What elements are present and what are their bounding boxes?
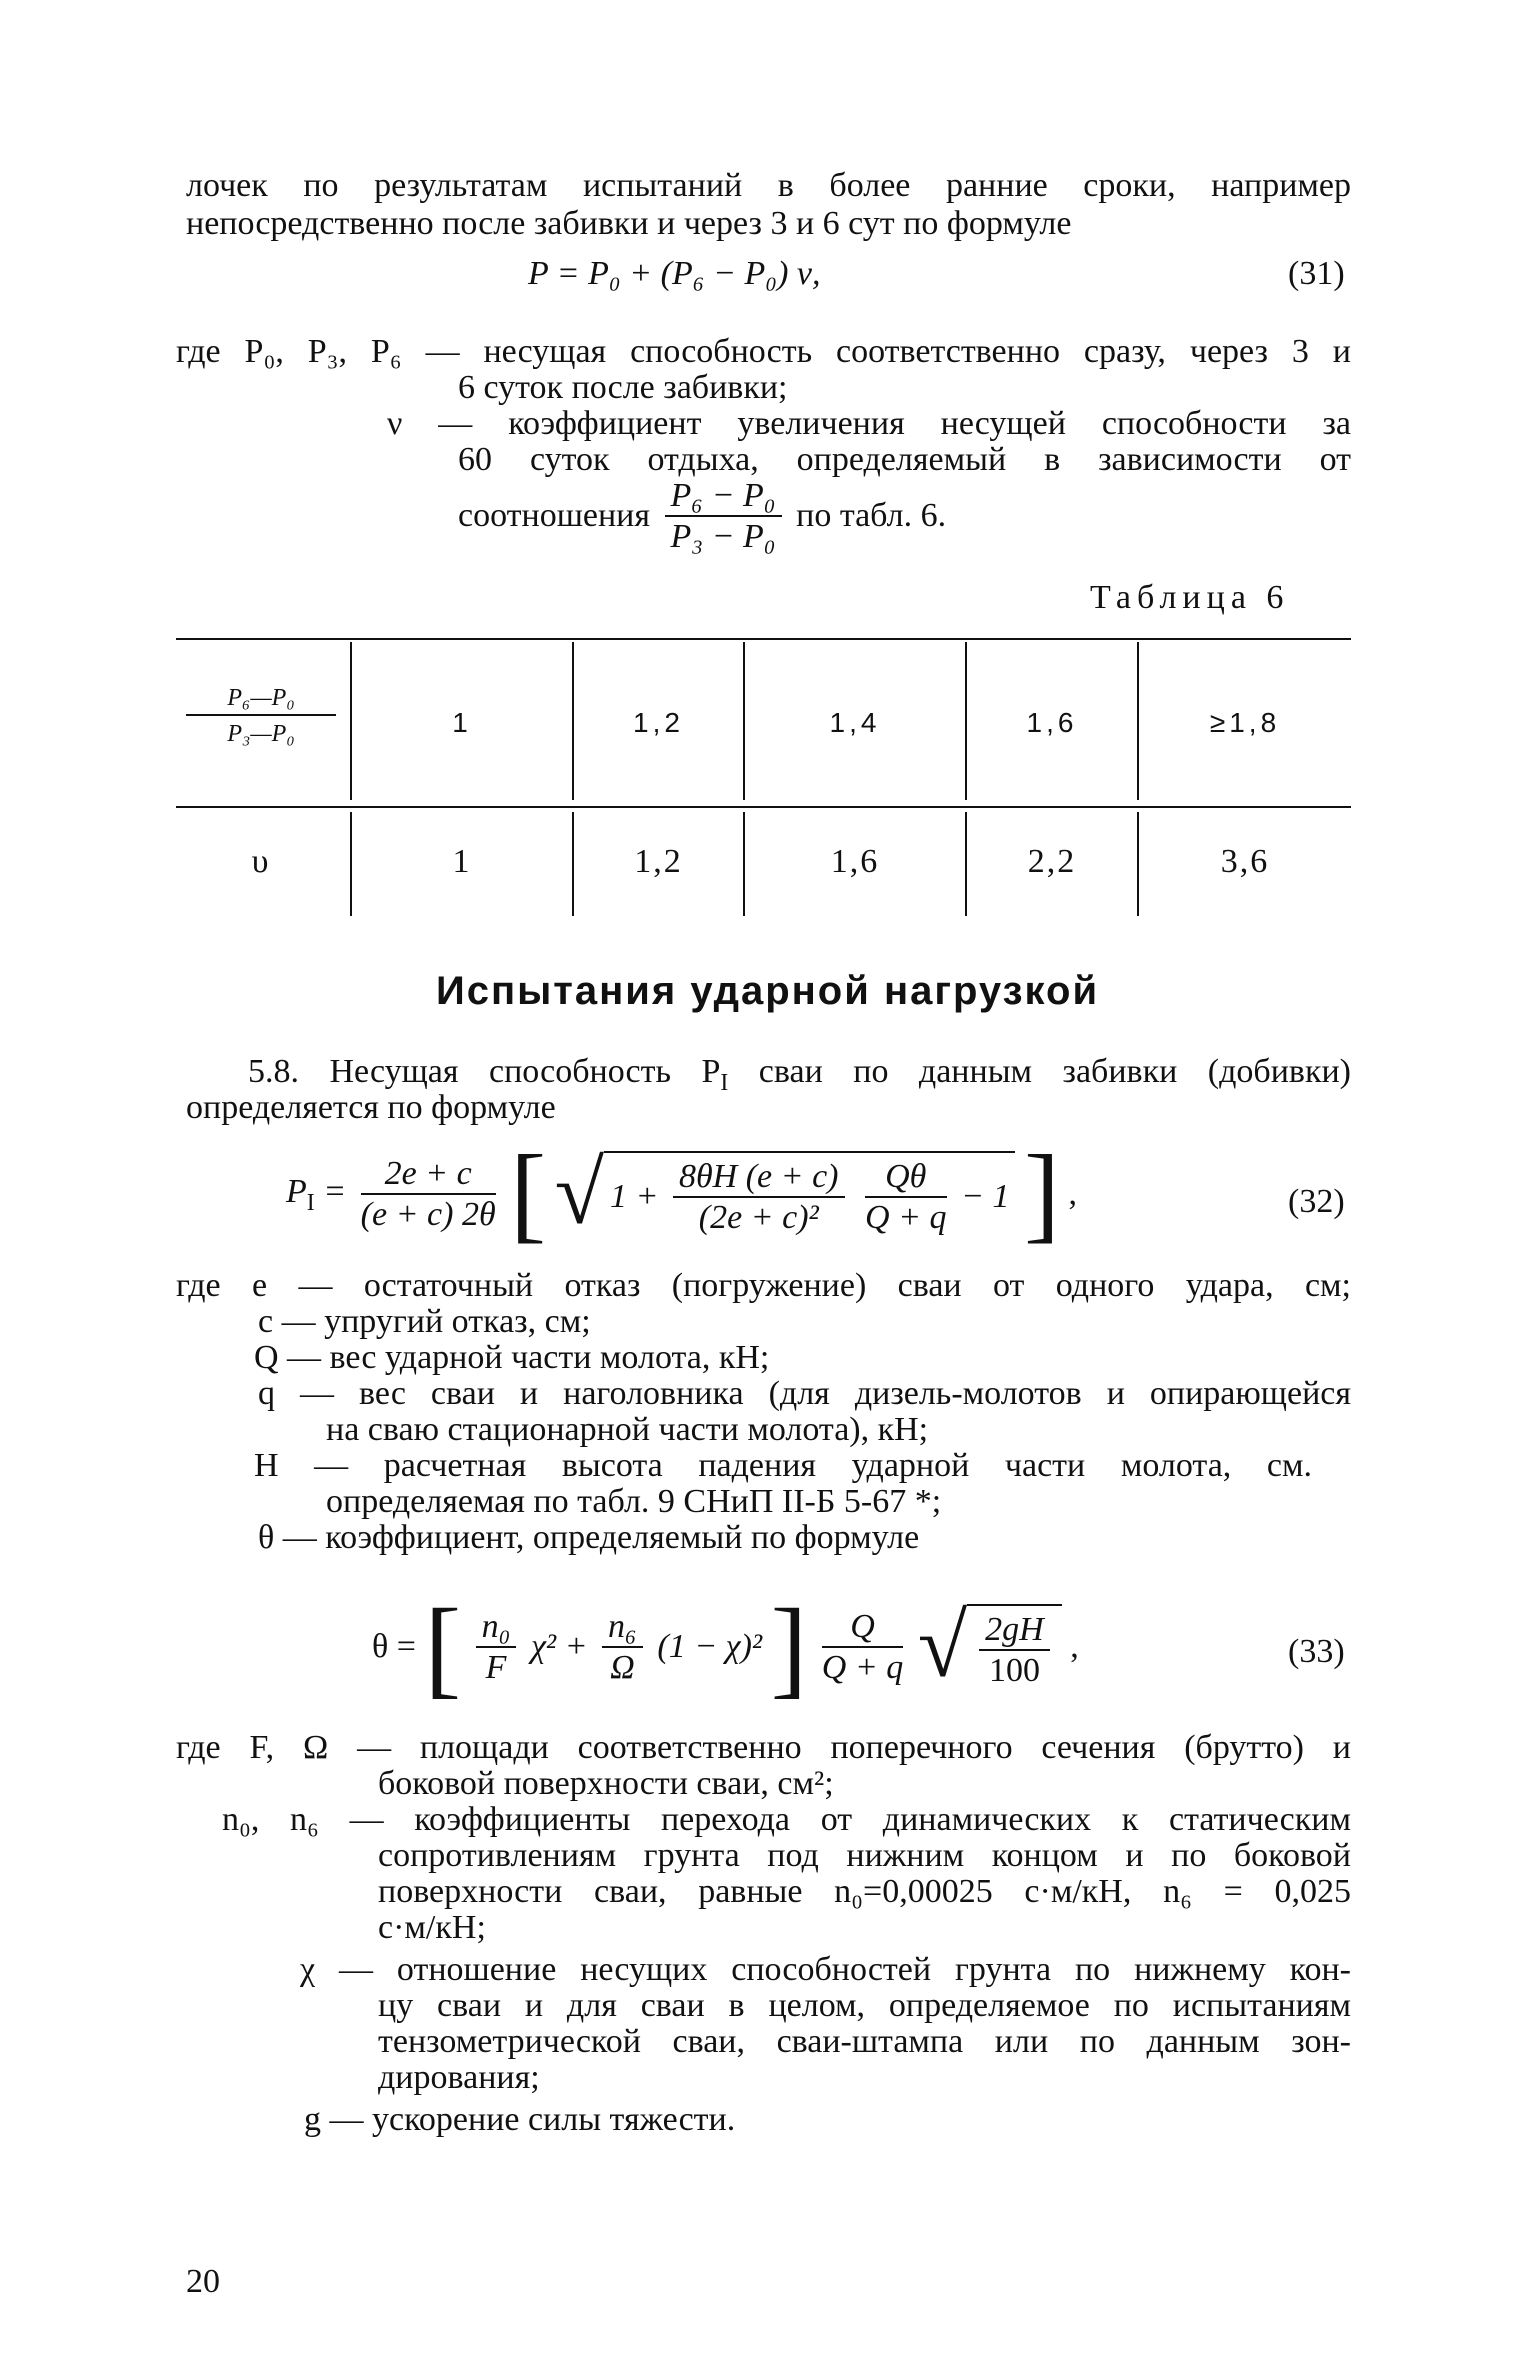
table-rule-top — [176, 638, 1351, 640]
left-bracket: [ — [510, 1134, 547, 1253]
table-cell: 1,4 — [829, 707, 881, 738]
definition-line: боковой поверхности сваи, см²; — [378, 1765, 834, 1802]
paragraph-line: непосредственно после забивки и через 3 и 6 сут по формуле — [186, 205, 1072, 242]
table-cell: 1,2 — [633, 707, 684, 738]
definition-line: χ — отношение несущих способностей грунта по нижнему кон- — [300, 1951, 1351, 1988]
definition-line: θ — коэффициент, определяемый по формуле — [258, 1519, 920, 1556]
fraction-denominator: (e + c) 2θ — [360, 1196, 496, 1233]
table-rule-middle — [176, 806, 1351, 808]
definition-line: где F, Ω — площади соответственно поперечного сечения (брутто) и — [176, 1729, 1351, 1766]
eq32-fraction-3 — [865, 1157, 947, 1237]
eq33-fraction-2 — [602, 1607, 643, 1687]
equation-number: (33) — [1288, 1633, 1345, 1670]
fraction-denominator: F — [485, 1649, 507, 1686]
definition-line: тензометрической сваи, сваи-штампа или по данным зон- — [378, 2023, 1351, 2060]
definition-line: c — упругий отказ, см; — [258, 1303, 591, 1340]
definition-line: поверхности сваи, равные n₀=0,00025 с·м/кН, n₆ = 0,025 — [378, 1873, 1351, 1910]
eq33-sqrt-fraction — [979, 1610, 1050, 1690]
equation-31: P = P₀ + (P₆ − P₀) ν, — [528, 255, 821, 292]
ratio-numerator: P₆ − P₀ — [665, 476, 782, 517]
fraction-denominator: Q + q — [865, 1199, 947, 1236]
eq33-fraction-1 — [476, 1607, 517, 1687]
table-cell: 1,2 — [634, 843, 683, 880]
definition-line: на сваю стационарной части молота), кН; — [326, 1411, 929, 1448]
eq33-fraction-3 — [822, 1607, 904, 1687]
ratio-tail: по табл. 6. — [796, 497, 947, 535]
paragraph-text: 5.8. Несущая способность P — [248, 1053, 721, 1090]
radicand — [604, 1151, 1015, 1237]
definition-line: n₀, n₆ — коэффициенты перехода от динамических к статическим — [222, 1801, 1351, 1838]
section-heading: Испытания ударной нагрузкой — [435, 969, 1100, 1013]
eq32-lhs-subscript: I — [306, 1189, 315, 1216]
fraction-numerator: 2e + c — [361, 1154, 496, 1195]
minus-one: − 1 — [961, 1177, 1010, 1215]
eq32-fraction-2 — [673, 1157, 845, 1237]
table-cell: 3,6 — [1220, 843, 1270, 880]
term-tail: χ² + — [530, 1627, 588, 1665]
equation-number: (32) — [1288, 1183, 1345, 1220]
definition-line: H — расчетная высота падения ударной части молота, см. — [254, 1447, 1312, 1484]
ratio-fraction — [665, 476, 782, 556]
radicand — [967, 1604, 1062, 1690]
fraction-denominator: Ω — [610, 1649, 635, 1686]
definition-line: где P₀, P₃, P₆ — несущая способность соответственно сразу, через 3 и — [176, 333, 1351, 370]
square-root — [918, 1594, 1062, 1700]
fraction-denominator: Q + q — [821, 1649, 904, 1686]
fraction-numerator: n₀ — [476, 1607, 517, 1648]
table-caption: Таблица 6 — [1090, 579, 1290, 616]
table-header-denominator: P₃—P₀ — [227, 721, 295, 748]
definition-line: g — ускорение силы тяжести. — [304, 2101, 736, 2138]
table-row-label: υ — [251, 843, 271, 880]
one-plus: 1 + — [610, 1177, 659, 1215]
eq33-lhs: θ = — [372, 1627, 416, 1665]
definition-line: 60 суток отдыха, определяемый в зависимости от — [458, 441, 1351, 478]
definition-line: где e — остаточный отказ (погружение) сваи от одного удара, см; — [176, 1267, 1351, 1304]
page-number: 20 — [186, 2263, 220, 2300]
fraction-numerator: 2gH — [979, 1610, 1050, 1651]
ratio-denominator: P₃ − P₀ — [670, 518, 776, 556]
table-cell: 1 — [452, 843, 472, 880]
definition-line: ν — коэффициент увеличения несущей способности за — [387, 405, 1351, 442]
term-tail: (1 − χ)² — [657, 1627, 763, 1665]
paragraph-line: лочек по результатам испытаний в более ранние сроки, например — [186, 167, 1351, 204]
fraction-numerator: Qθ — [865, 1157, 947, 1198]
definition-line: с·м/кН; — [378, 1909, 486, 1946]
definition-line: Q — вес ударной части молота, кН; — [254, 1339, 770, 1376]
left-bracket: [ — [424, 1586, 462, 1708]
ratio-expression — [458, 476, 946, 556]
eq32-fraction-1 — [361, 1154, 496, 1234]
definition-line: q — вес сваи и наголовника (для дизель-молотов и опирающейся — [258, 1375, 1351, 1412]
table-cell: 1 — [452, 707, 472, 738]
comma: , — [1070, 1627, 1079, 1665]
table-cell: 2,2 — [1027, 843, 1077, 880]
definition-line: определяемая по табл. 9 СНиП II-Б 5-67 *; — [326, 1483, 942, 1520]
table-header-numerator: P₆—P₀ — [186, 684, 336, 716]
paragraph-text: сваи по данным забивки (добивки) — [728, 1053, 1351, 1090]
definition-line: цу сваи и для сваи в целом, определяемое по испытаниям — [378, 1987, 1351, 2024]
table-header-fraction — [186, 684, 336, 749]
equation-number: (31) — [1288, 255, 1345, 292]
definition-line: сопротивлениям грунта под нижним концом и по боковой — [378, 1837, 1351, 1874]
fraction-denominator: 100 — [988, 1652, 1040, 1689]
fraction-denominator: (2e + c)² — [698, 1199, 819, 1236]
equation-32 — [286, 1134, 1077, 1253]
square-root — [555, 1141, 1016, 1247]
equation-33 — [372, 1586, 1079, 1708]
table-cell: 1,6 — [830, 843, 880, 880]
radical-sign: √ — [917, 1596, 968, 1696]
radical-sign: √ — [554, 1143, 605, 1243]
table-cell: 1,6 — [1026, 707, 1078, 738]
table-cell: ≥1,8 — [1209, 707, 1281, 738]
right-bracket: ] — [1023, 1134, 1060, 1253]
fraction-numerator: n₆ — [602, 1607, 643, 1648]
ratio-lead: соотношения — [458, 497, 650, 535]
paragraph-subscript: I — [720, 1069, 729, 1096]
fraction-numerator: Q — [822, 1607, 904, 1648]
paragraph-line: определяется по формуле — [186, 1089, 556, 1126]
definition-line: дирования; — [378, 2059, 540, 2096]
definition-line: 6 суток после забивки; — [458, 369, 788, 406]
eq32-lhs-symbol: P — [286, 1172, 307, 1210]
eq32-lhs: $P_I$ = — [286, 1172, 347, 1216]
right-bracket: ] — [770, 1586, 808, 1708]
fraction-numerator: 8θH (e + c) — [673, 1157, 845, 1198]
comma: , — [1068, 1174, 1077, 1212]
